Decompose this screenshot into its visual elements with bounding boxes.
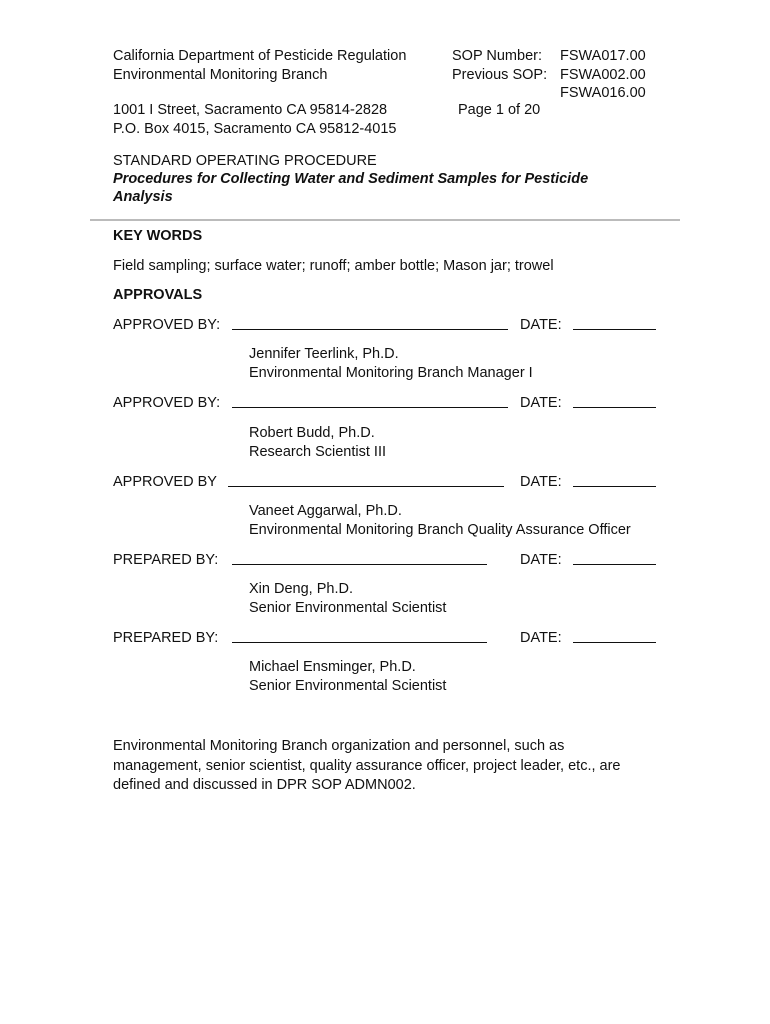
approval-label: APPROVED BY: <box>113 395 221 411</box>
signature-line[interactable] <box>232 394 508 408</box>
sop-number-label: SOP Number: <box>452 48 542 64</box>
address-line-1: 1001 I Street, Sacramento CA 95814-2828 <box>113 102 388 118</box>
footer-note-line-2: management, senior scientist, quality assurance officer, project leader, etc., are <box>113 758 621 774</box>
date-line[interactable] <box>573 473 656 487</box>
signer-name: Robert Budd, Ph.D. <box>249 425 375 441</box>
approval-label: APPROVED BY: <box>113 317 221 333</box>
org-branch: Environmental Monitoring Branch <box>113 67 328 83</box>
org-name: California Department of Pesticide Regulation <box>113 48 407 64</box>
signer-title: Senior Environmental Scientist <box>249 678 447 694</box>
document-type: STANDARD OPERATING PROCEDURE <box>113 153 377 169</box>
signer-title: Environmental Monitoring Branch Manager I <box>249 365 533 381</box>
signer-name: Xin Deng, Ph.D. <box>249 581 353 597</box>
sop-number-value: FSWA017.00 <box>560 48 646 64</box>
date-line[interactable] <box>573 394 656 408</box>
previous-sop-label: Previous SOP: <box>452 67 548 83</box>
date-label: DATE: <box>520 474 562 490</box>
prepared-label: PREPARED BY: <box>113 552 219 568</box>
date-label: DATE: <box>520 630 562 646</box>
signer-name: Michael Ensminger, Ph.D. <box>249 659 416 675</box>
date-label: DATE: <box>520 552 562 568</box>
previous-sop-value-1: FSWA002.00 <box>560 67 646 83</box>
signature-line[interactable] <box>232 551 487 565</box>
date-line[interactable] <box>573 316 656 330</box>
signer-title: Research Scientist III <box>249 444 386 460</box>
keywords-text: Field sampling; surface water; runoff; amber bottle; Mason jar; trowel <box>113 258 554 274</box>
footer-note-line-1: Environmental Monitoring Branch organization and personnel, such as <box>113 738 565 754</box>
keywords-heading: KEY WORDS <box>113 228 203 244</box>
footer-note-line-3: defined and discussed in DPR SOP ADMN002. <box>113 777 416 793</box>
signature-line[interactable] <box>232 629 487 643</box>
page-info: Page 1 of 20 <box>458 102 541 118</box>
prepared-label: PREPARED BY: <box>113 630 219 646</box>
approvals-heading: APPROVALS <box>113 287 203 303</box>
signature-line[interactable] <box>228 473 504 487</box>
document-title-line-2: Analysis <box>113 189 173 205</box>
previous-sop-value-2: FSWA016.00 <box>560 85 646 101</box>
signer-title: Senior Environmental Scientist <box>249 600 447 616</box>
signature-line[interactable] <box>232 316 508 330</box>
address-line-2: P.O. Box 4015, Sacramento CA 95812-4015 <box>113 121 397 137</box>
date-line[interactable] <box>573 629 656 643</box>
title-divider <box>90 219 680 221</box>
date-label: DATE: <box>520 317 562 333</box>
document-title-line-1: Procedures for Collecting Water and Sediment Samples for Pesticide <box>113 171 589 187</box>
signer-name: Vaneet Aggarwal, Ph.D. <box>249 503 402 519</box>
date-line[interactable] <box>573 551 656 565</box>
signer-name: Jennifer Teerlink, Ph.D. <box>249 346 399 362</box>
signer-title: Environmental Monitoring Branch Quality Assurance Officer <box>249 522 631 538</box>
date-label: DATE: <box>520 395 562 411</box>
approval-label: APPROVED BY <box>113 474 217 490</box>
